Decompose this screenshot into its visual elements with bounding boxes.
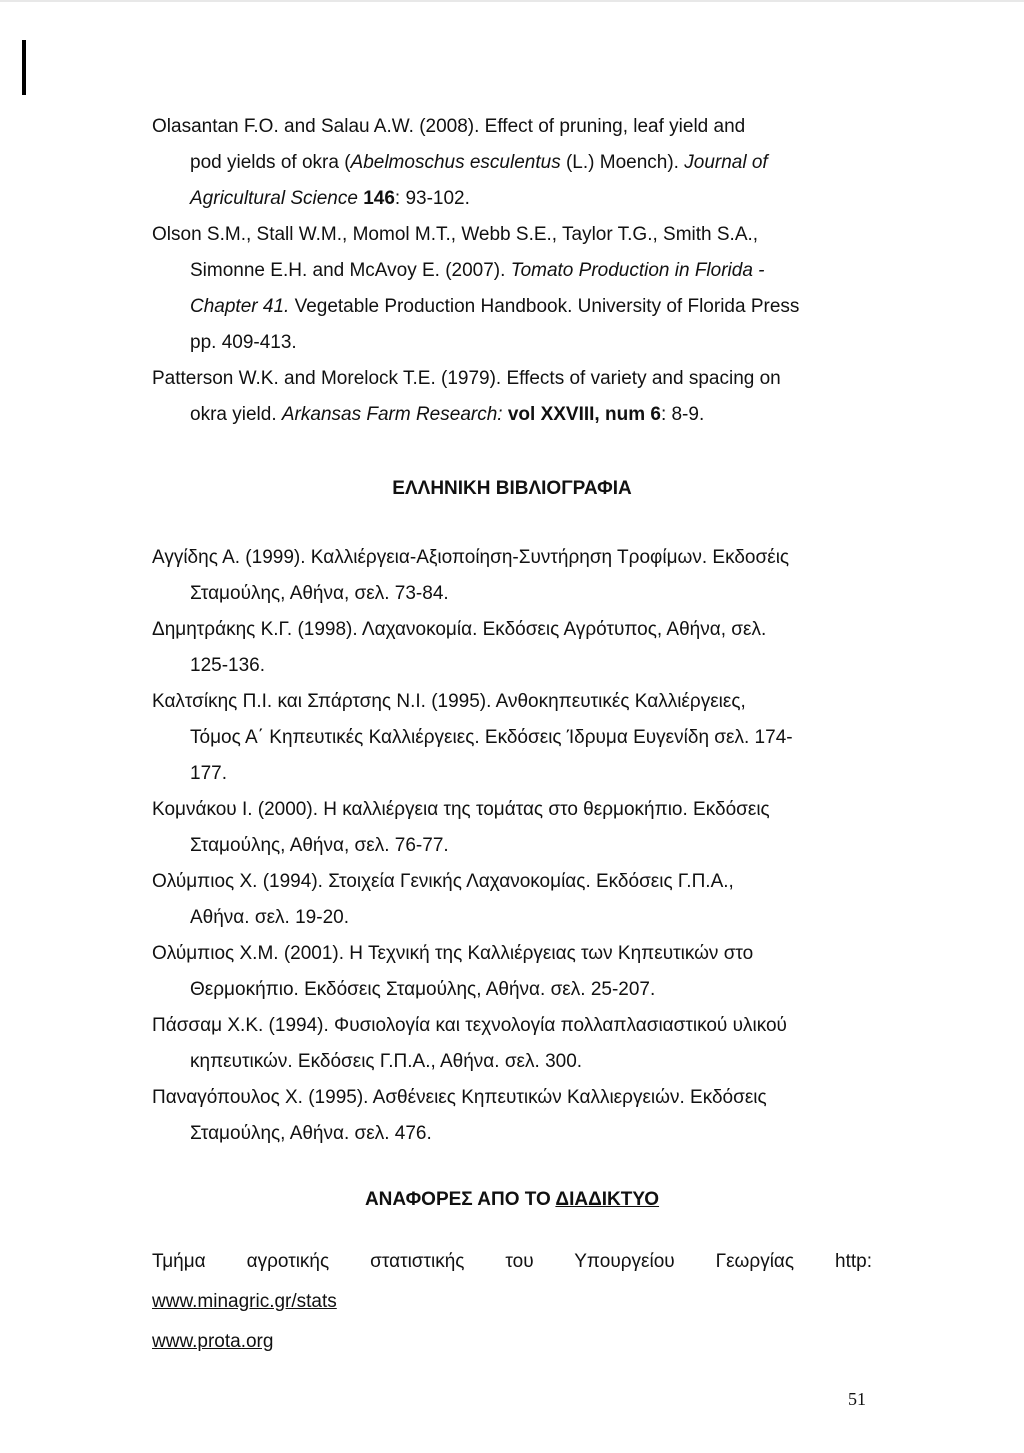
ref-line: Αθήνα. σελ. 19-20.: [190, 907, 349, 928]
reference-olasantan: [152, 109, 872, 217]
ref-line: Θερμοκήπιο. Εκδόσεις Σταμούλης, Αθήνα. σελ. 25-207.: [190, 979, 656, 1000]
ref-line: Σταμούλης, Αθήνα, σελ. 73-84.: [190, 583, 449, 604]
volume: 146: [357, 188, 395, 209]
scan-edge: [0, 0, 1024, 2]
ref-text: okra yield.: [190, 404, 282, 425]
ref-line: Κομνάκου Ι. (2000). Η καλλιέργεια της τομάτας στο θερμοκήπιο. Εκδόσεις: [152, 799, 770, 820]
reference-olson: [152, 217, 872, 361]
reference-gr: [152, 612, 872, 684]
ref-line: Olasantan F.O. and Salau A.W. (2008). Effect of pruning, leaf yield and: [152, 116, 746, 137]
ref-line: [152, 181, 872, 217]
page-number: 51: [848, 1389, 866, 1409]
link-prota[interactable]: www.prota.org: [152, 1331, 274, 1352]
species-name: Abelmoschus esculentus: [350, 152, 561, 173]
journal-name: Agricultural Science: [190, 188, 358, 209]
reference-gr: [152, 936, 872, 1008]
ref-line: Ολύμπιος Χ. (1994). Στοιχεία Γενικής Λαχανοκομίας. Εκδόσεις Γ.Π.Α.,: [152, 871, 734, 892]
reference-web: [152, 1244, 872, 1280]
volume: vol XXVIII, num 6: [502, 404, 661, 425]
ref-line: 125-136.: [190, 655, 266, 676]
ref-line: Καλτσίκης Π.Ι. και Σπάρτσης Ν.Ι. (1995). Ανθοκηπευτικές Καλλιέργειες,: [152, 691, 746, 712]
ref-line: Τόμος Α΄ Κηπευτικές Καλλιέργειες. Εκδόσεις Ίδρυμα Ευγενίδη σελ. 174-: [190, 727, 793, 748]
scan-margin-mark: [22, 40, 26, 95]
reference-gr: [152, 1008, 872, 1080]
heading-text: ΑΝΑΦΟΡΕΣ ΑΠΟ ΤΟ: [364, 1189, 556, 1210]
ref-text: Vegetable Production Handbook. University of Florida Press: [289, 296, 800, 317]
ref-line: Δημητράκης Κ.Γ. (1998). Λαχανοκομία. Εκδόσεις Αγρότυπος, Αθήνα, σελ.: [152, 619, 767, 640]
ref-line: Patterson W.K. and Morelock T.E. (1979). Effects of variety and spacing on: [152, 368, 781, 389]
ref-line: Πάσσαμ Χ.Κ. (1994). Φυσιολογία και τεχνολογία πολλαπλασιαστικού υλικού: [152, 1015, 787, 1036]
ref-line: Παναγόπουλος Χ. (1995). Ασθένειες Κηπευτικών Καλλιεργειών. Εκδόσεις: [152, 1087, 767, 1108]
heading-text-underlined: ΔΙΑΔΙΚΤΥΟ: [555, 1189, 660, 1210]
reference-gr: [152, 1080, 872, 1152]
ref-line: pp. 409-413.: [190, 332, 297, 353]
ref-line: Olson S.M., Stall W.M., Momol M.T., Webb S.E., Taylor T.G., Smith S.A.,: [152, 224, 759, 245]
journal-name: Arkansas Farm Research:: [281, 404, 503, 425]
reference-gr: [152, 864, 872, 936]
ref-text: pod yields of okra (: [190, 152, 351, 173]
ref-line: Σταμούλης, Αθήνα, σελ. 76-77.: [190, 835, 449, 856]
ref-line: [152, 289, 872, 325]
ref-line: Αγγίδης Α. (1999). Καλλιέργεια-Αξιοποίηση-Συντήρηση Τροφίμων. Εκδοσέις: [152, 547, 790, 568]
ref-line: Τμήμα αγροτικής στατιστικής του Υπουργείου Γεωργίας http:: [152, 1251, 872, 1272]
reference-gr: [152, 540, 872, 612]
ref-text: Simonne E.H. and McAvoy E. (2007).: [190, 260, 511, 281]
web-references-heading: [152, 1182, 872, 1218]
greek-bibliography-heading: ΕΛΛΗΝΙΚΗ ΒΙΒΛΙΟΓΡΑΦΙΑ: [392, 478, 632, 499]
link-minagric[interactable]: www.minagric.gr/stats: [152, 1291, 337, 1312]
pages: : 8-9.: [660, 404, 705, 425]
book-title: Tomato Production in Florida -: [510, 260, 765, 281]
reference-gr: [152, 792, 872, 864]
ref-line: [152, 253, 872, 289]
reference-gr: [152, 684, 872, 792]
ref-line: κηπευτικών. Εκδόσεις Γ.Π.Α., Αθήνα. σελ. 300.: [190, 1051, 583, 1072]
pages: : 93-102.: [394, 188, 470, 209]
ref-text: (L.) Moench).: [560, 152, 685, 173]
ref-line: [152, 397, 872, 433]
ref-line: Σταμούλης, Αθήνα. σελ. 476.: [190, 1123, 432, 1144]
reference-patterson: [152, 361, 872, 433]
journal-name: Journal of: [684, 152, 768, 173]
ref-line: 177.: [190, 763, 227, 784]
ref-line: Ολύμπιος Χ.Μ. (2001). Η Τεχνική της Καλλιέργειας των Κηπευτικών στο: [152, 943, 754, 964]
book-title: Chapter 41.: [190, 296, 290, 317]
references-body: [152, 109, 872, 1360]
ref-line: [152, 145, 872, 181]
